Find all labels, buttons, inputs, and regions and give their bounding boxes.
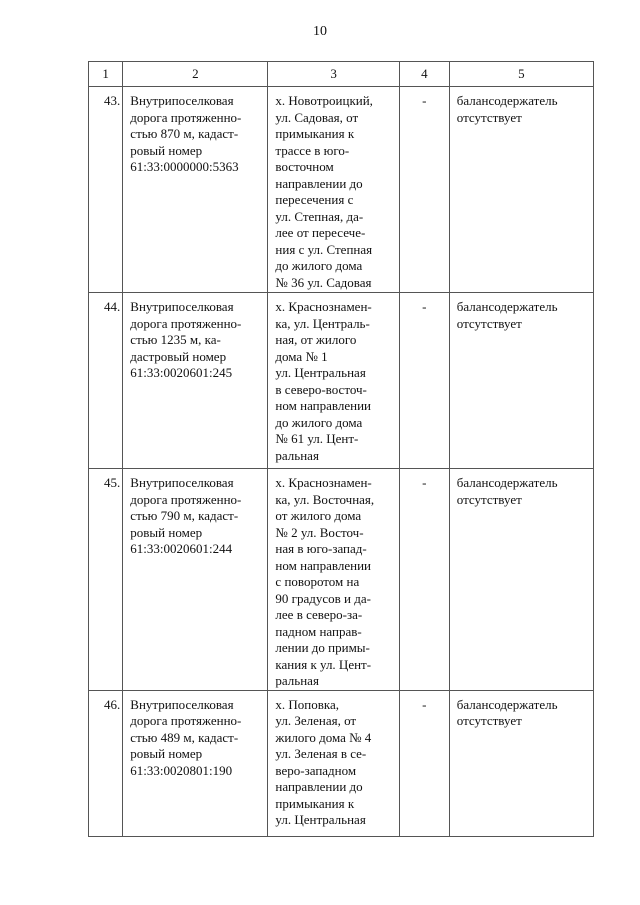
object-line: стью 790 м, кадаст- (130, 508, 239, 523)
row-number: 46. (89, 690, 123, 836)
object-line: Внутрипоселковая (130, 696, 234, 712)
location-line: жилого дома № 4 (275, 729, 372, 745)
column-header-3: 3 (268, 62, 400, 87)
object-line: дорога протяженно- (130, 713, 242, 728)
location-line: ная в юго-запад- (275, 541, 367, 556)
location-line: № 36 ул. Садовая (275, 274, 372, 290)
location-line: ул. Зеленая в се- (275, 746, 367, 761)
table-row (89, 293, 594, 469)
object-description-cell (123, 293, 268, 469)
object-line: дорога протяженно- (130, 491, 242, 507)
location-line: лее в северо-за- (275, 607, 363, 622)
holder-line: балансодержатель (456, 93, 558, 108)
location-line: ния с ул. Степная (275, 241, 373, 257)
column-header-4: 4 (399, 62, 449, 87)
location-line: ул. Зеленая, от (275, 713, 357, 728)
object-line: дорога протяженно- (130, 315, 242, 331)
location-cell (268, 293, 400, 469)
table-header-row (89, 62, 594, 87)
location-line: ул. Центральная (275, 812, 366, 827)
location-line: направлении до (275, 779, 363, 794)
location-line: от жилого дома (275, 508, 362, 523)
location-line: ул. Степная, да- (275, 208, 364, 224)
holder-cell (449, 469, 593, 691)
holder-line: балансодержатель (456, 299, 558, 314)
column-header-2: 2 (123, 62, 268, 87)
location-line: ка, ул. Централь- (275, 315, 370, 331)
object-line: ровый номер (130, 524, 203, 540)
row-number: 43. (89, 87, 123, 293)
holder-cell (449, 87, 593, 293)
location-line: до жилого дома (275, 258, 363, 273)
column-4-cell: - (399, 87, 449, 293)
location-line: ном направлении (275, 398, 371, 413)
object-line: ровый номер (130, 142, 203, 158)
location-line: ральная (275, 447, 319, 463)
object-line: стью 870 м, кадаст- (130, 126, 239, 141)
location-line: х. Поповка, (275, 696, 340, 712)
location-line: примыкания к (275, 795, 355, 811)
object-line: стью 489 м, кадаст- (130, 729, 239, 745)
object-line: дастровый номер (130, 348, 227, 364)
row-number: 45. (89, 469, 123, 691)
object-description-cell (123, 469, 268, 691)
column-4-cell: - (399, 690, 449, 836)
location-line: ная, от жилого (275, 332, 357, 347)
column-header-1: 1 (89, 62, 123, 87)
location-line: х. Новотроицкий, (275, 93, 373, 108)
object-line: ровый номер (130, 746, 203, 761)
column-header-5: 5 (449, 62, 593, 87)
location-cell (268, 87, 400, 293)
object-description-cell (123, 87, 268, 293)
location-line: направлении до (275, 175, 363, 191)
location-line: веро-западном (275, 762, 357, 778)
page-number: 10 (313, 24, 327, 39)
location-line: до жилого дома (275, 414, 363, 430)
location-line: 90 градусов и да- (275, 590, 371, 606)
object-line: Внутрипоселковая (130, 93, 234, 108)
location-line: ральная (275, 673, 319, 688)
location-line: ул. Центральная (275, 365, 366, 380)
holder-line: отсутствует (456, 491, 522, 507)
object-line: 61:33:0020601:244 (130, 541, 233, 556)
location-line: лее от пересече- (275, 225, 366, 240)
location-line: пересечения с (275, 192, 354, 207)
location-line: х. Краснознамен- (275, 299, 372, 314)
holder-line: отсутствует (456, 713, 522, 728)
object-line: 61:33:0020801:190 (130, 762, 233, 778)
location-line: примыкания к (275, 126, 355, 141)
object-line: Внутрипоселковая (130, 475, 234, 490)
object-line: стью 1235 м, ка- (130, 332, 221, 347)
location-line: лении до примы- (275, 640, 370, 655)
location-line: кания к ул. Цент- (275, 656, 372, 672)
object-line: 61:33:0000000:5363 (130, 159, 239, 174)
location-line: ка, ул. Восточная, (275, 491, 375, 507)
object-line: дорога протяженно- (130, 109, 242, 125)
location-line: дома № 1 (275, 348, 328, 364)
holder-line: балансодержатель (456, 475, 558, 490)
holder-cell (449, 690, 593, 836)
row-number: 44. (89, 293, 123, 469)
holder-cell (449, 293, 593, 469)
holder-line: отсутствует (456, 315, 522, 331)
holder-line: балансодержатель (456, 696, 558, 712)
column-4-cell: - (399, 469, 449, 691)
object-line: Внутрипоселковая (130, 299, 234, 314)
location-line: трассе в юго- (275, 142, 350, 158)
table-row (89, 87, 594, 293)
column-4-cell: - (399, 293, 449, 469)
location-cell (268, 690, 400, 836)
table-row (89, 690, 594, 836)
location-line: восточном (275, 159, 334, 174)
location-line: ном направлении (275, 557, 371, 573)
location-line: в северо-восточ- (275, 381, 367, 397)
holder-line: отсутствует (456, 109, 522, 125)
table-row (89, 469, 594, 691)
location-line: х. Краснознамен- (275, 475, 372, 490)
object-description-cell (123, 690, 268, 836)
object-line: 61:33:0020601:245 (130, 365, 233, 380)
location-line: падном направ- (275, 623, 362, 639)
location-line: № 61 ул. Цент- (275, 431, 359, 446)
roads-table (88, 61, 594, 837)
location-line: ул. Садовая, от (275, 109, 359, 125)
location-line: с поворотом на (275, 574, 360, 589)
location-cell (268, 469, 400, 691)
location-line: № 2 ул. Восточ- (275, 524, 364, 540)
